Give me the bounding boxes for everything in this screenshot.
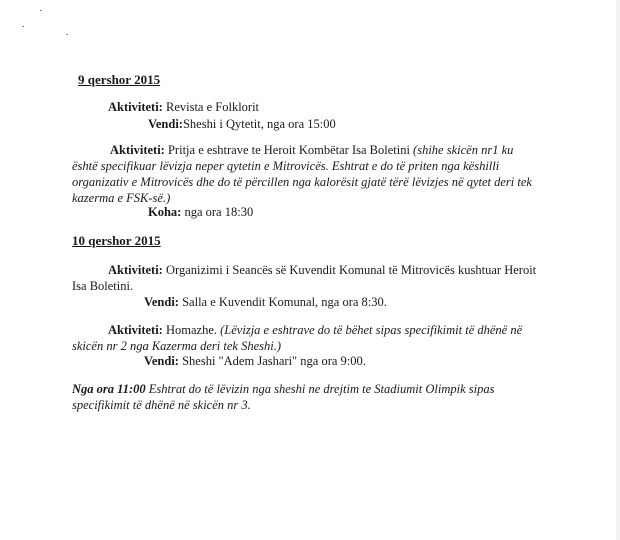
venue-text: Salla e Kuvendit Komunal, nga ora 8:30. — [178, 295, 387, 309]
activity-note: (shihe skicën nr1 ku është specifikuar lëvizja neper qytetin e Mitrovicës. Eshtrat e do të priten nga këshilli organizativ e Mitrovicës dhe do të përcillen nga kalorësit gjatë tërë lëvizjes në qytet deri tek kazerma e FSK-së.) — [72, 143, 532, 205]
activity-note: (Lëvizja e eshtrave do të bëhet sipas specifikimit të dhënë në skicën nr 2 nga Kazerma deri tek Sheshi.) — [72, 323, 523, 353]
activity-paragraph-4 — [72, 322, 540, 354]
activity-text: Organizimi i Seancës së Kuvendit Komunal të Mitrovicës kushtuar Heroit Isa Boletini. — [72, 263, 537, 293]
final-time-label: Nga ora 11:00 — [72, 382, 146, 396]
final-text: Eshtrat do të lëvizin nga sheshi ne drejtim te Stadiumit Olimpik sipas specifikimit të dhënë në skicën nr 3. — [72, 382, 495, 412]
venue-label: Vendi: — [144, 295, 179, 309]
scan-speck — [22, 26, 24, 27]
activity-line-1 — [108, 100, 259, 115]
scan-edge — [616, 0, 620, 540]
date-heading-2: 10 qershor 2015 — [72, 233, 161, 248]
final-paragraph — [72, 381, 537, 413]
venue-line-2 — [144, 295, 387, 310]
time-line — [148, 205, 253, 220]
activity-label: Aktiviteti: — [108, 323, 163, 337]
scan-speck — [66, 34, 68, 35]
venue-label: Vendi: — [148, 117, 183, 131]
time-label: Koha: — [148, 205, 182, 219]
activity-text: Pritja e eshtrave te Heroit Kombëtar Isa Boletini — [164, 143, 414, 157]
activity-label: Aktiviteti: — [110, 143, 165, 157]
venue-line-1 — [148, 117, 336, 132]
activity-paragraph-3 — [72, 262, 544, 294]
venue-line-3 — [144, 354, 366, 369]
activity-label: Aktiviteti: — [108, 100, 163, 114]
scan-speck — [40, 10, 42, 11]
activity-text: Homazhe. — [162, 323, 221, 337]
venue-text: Sheshi i Qytetit, nga ora 15:00 — [182, 117, 336, 131]
activity-text: Revista e Folklorit — [162, 100, 260, 114]
venue-text: Sheshi "Adem Jashari" nga ora 9:00. — [178, 354, 366, 368]
time-text: nga ora 18:30 — [181, 205, 254, 219]
date-heading-1: 9 qershor 2015 — [78, 72, 161, 87]
venue-label: Vendi: — [144, 354, 179, 368]
activity-paragraph-2 — [72, 142, 542, 206]
activity-label: Aktiviteti: — [108, 263, 163, 277]
